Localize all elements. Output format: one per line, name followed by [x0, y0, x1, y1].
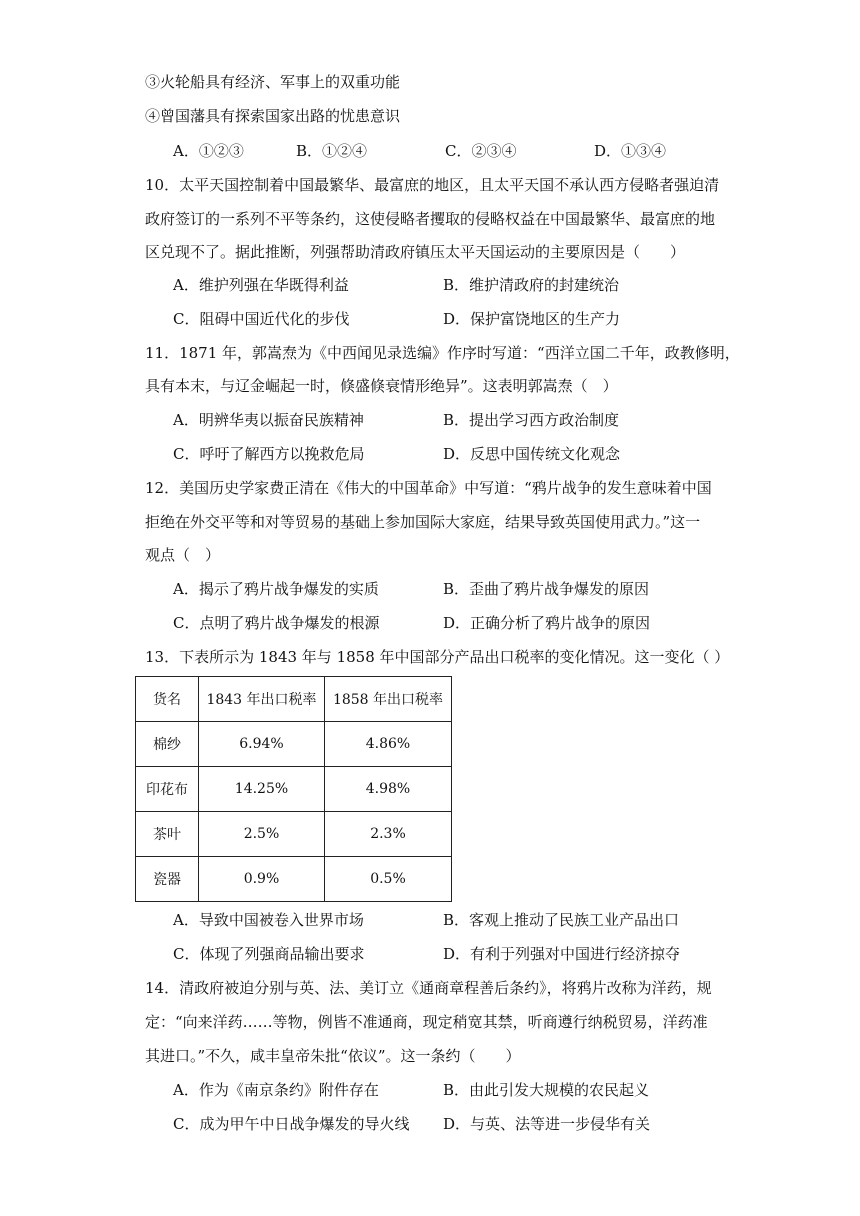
table-cell: 印花布: [136, 767, 199, 812]
q10-option-d: D．保护富饶地区的生产力: [443, 310, 621, 328]
q10-stem-line-1: 10．太平天国控制着中国最繁华、最富庶的地区，且太平天国不承认西方侵略者强迫清: [145, 176, 720, 194]
table-cell: 0.5%: [325, 857, 452, 902]
export-tax-table: [135, 676, 452, 902]
table-cell: 14.25%: [199, 767, 325, 812]
q10-stem-line-3: 区兑现不了。据此推断，列强帮助清政府镇压太平天国运动的主要原因是（ ）: [145, 243, 686, 261]
q11-option-b: B．提出学习西方政治制度: [443, 411, 620, 429]
q12-stem-line-2: 拒绝在外交平等和对等贸易的基础上参加国际大家庭，结果导致英国使用武力。”这一: [145, 513, 701, 531]
table-row: [136, 722, 452, 767]
q11-stem-line-1: 11．1871 年，郭嵩焘为《中西闻见录选编》作序时写道：“西洋立国二千年，政教修明，: [145, 344, 740, 362]
table-cell: 瓷器: [136, 857, 199, 902]
q10-stem-line-2: 政府签订的一系列不平等条约，这使侵略者攫取的侵略权益在中国最繁华、最富庶的地: [145, 210, 716, 228]
table-row: [136, 767, 452, 812]
table-cell: 0.9%: [199, 857, 325, 902]
q14-stem-line-2: 定：“向来洋药……等物，例皆不准通商，现定稍宽其禁，听商遵行纳税贸易，洋药准: [145, 1013, 708, 1031]
q11-stem-line-2: 具有本末，与辽金崛起一时，倏盛倏衰情形绝异”。这表明郭嵩焘（ ）: [145, 377, 618, 395]
q10-option-a: A．维护列强在华既得利益: [173, 276, 349, 294]
q13-option-c: C．体现了列强商品输出要求: [173, 945, 365, 963]
table-cell: 棉纱: [136, 722, 199, 767]
table-cell: 2.5%: [199, 812, 325, 857]
q9-statement-3: ③火轮船具有经济、军事上的双重功能: [145, 73, 401, 91]
table-header-row: [136, 677, 452, 722]
table-cell: 4.86%: [325, 722, 452, 767]
q12-stem-line-3: 观点（ ）: [145, 546, 221, 564]
q10-option-c: C．阻碍中国近代化的步伐: [173, 310, 350, 328]
q14-stem-line-1: 14．清政府被迫分别与英、法、美订立《通商章程善后条约》，将鸦片改称为洋药，规: [145, 979, 712, 997]
q12-option-d: D．正确分析了鸦片战争的原因: [443, 614, 651, 632]
q13-stem-line-1: 13．下表所示为 1843 年与 1858 年中国部分产品出口税率的变化情况。这一变化（ ）: [145, 648, 730, 666]
table-header-cell: 1843 年出口税率: [199, 677, 325, 722]
table-header-cell: 货名: [136, 677, 199, 722]
q9-option-b: B．①②④: [296, 142, 368, 160]
table-cell: 4.98%: [325, 767, 452, 812]
q9-option-d: D．①③④: [594, 142, 667, 160]
q12-option-a: A．揭示了鸦片战争爆发的实质: [173, 580, 379, 598]
table-cell: 茶叶: [136, 812, 199, 857]
q14-stem-line-3: 其进口。”不久，咸丰皇帝朱批“依议”。这一条约（ ）: [145, 1047, 521, 1065]
q14-option-c: C．成为甲午中日战争爆发的导火线: [173, 1115, 410, 1133]
q11-option-a: A．明辨华夷以振奋民族精神: [173, 411, 364, 429]
q9-statement-4: ④曾国藩具有探索国家出路的忧患意识: [145, 107, 401, 125]
q12-option-c: C．点明了鸦片战争爆发的根源: [173, 614, 380, 632]
q13-option-d: D．有利于列强对中国进行经济掠夺: [443, 945, 681, 963]
q12-stem-line-1: 12．美国历史学家费正清在《伟大的中国革命》中写道：“鸦片战争的发生意味着中国: [145, 479, 712, 497]
table-cell: 2.3%: [325, 812, 452, 857]
q13-option-b: B．客观上推动了民族工业产品出口: [443, 911, 680, 929]
table-row: [136, 812, 452, 857]
q9-option-a: A．①②③: [173, 142, 244, 160]
q13-option-a: A．导致中国被卷入世界市场: [173, 911, 364, 929]
q11-option-c: C．呼吁了解西方以挽救危局: [173, 445, 365, 463]
q14-option-b: B．由此引发大规模的农民起义: [443, 1081, 650, 1099]
q9-option-c: C．②③④: [445, 142, 517, 160]
table-row: [136, 857, 452, 902]
table-header-cell: 1858 年出口税率: [325, 677, 452, 722]
table-cell: 6.94%: [199, 722, 325, 767]
q14-option-a: A．作为《南京条约》附件存在: [173, 1081, 379, 1099]
q14-option-d: D．与英、法等进一步侵华有关: [443, 1115, 651, 1133]
q10-option-b: B．维护清政府的封建统治: [443, 276, 620, 294]
q11-option-d: D．反思中国传统文化观念: [443, 445, 621, 463]
q12-option-b: B．歪曲了鸦片战争爆发的原因: [443, 580, 650, 598]
